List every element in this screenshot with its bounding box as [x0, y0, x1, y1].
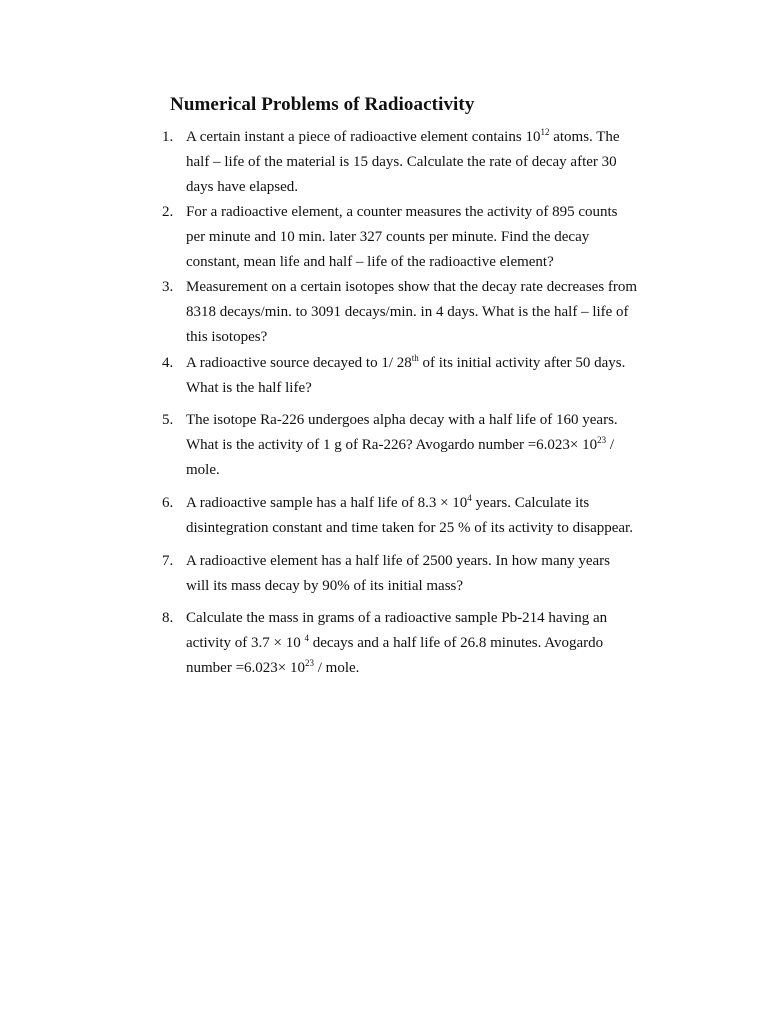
- problem-number: 2.: [162, 204, 174, 220]
- superscript: 12: [540, 127, 550, 137]
- line-text: activity of 3.7 × 10: [186, 635, 305, 651]
- problem-line: days have elapsed.: [186, 179, 299, 195]
- problem-line: [186, 656, 662, 681]
- line-text: number =6.023× 10: [186, 660, 305, 676]
- problem-line: Measurement on a certain isotopes show that the decay rate decreases from: [186, 279, 638, 295]
- problem-line: [186, 433, 662, 458]
- problem-line: Calculate the mass in grams of a radioactive sample Pb-214 having an: [186, 610, 608, 626]
- superscript: 4: [467, 493, 472, 503]
- problem-item: [162, 200, 662, 275]
- problem-text: [186, 200, 662, 275]
- line-text: of its initial activity after 50 days.: [418, 355, 626, 371]
- problem-line: disintegration constant and time taken for 25 % of its activity to disappear.: [186, 520, 633, 536]
- problem-number: 1.: [162, 129, 174, 145]
- problem-item: [162, 549, 662, 599]
- superscript: 4: [304, 633, 309, 643]
- problem-line: mole.: [186, 462, 220, 478]
- line-text: years. Calculate its: [471, 495, 590, 511]
- line-text: atoms. The: [549, 129, 620, 145]
- problem-line: What is the half life?: [186, 380, 312, 396]
- problem-item: [162, 275, 662, 350]
- line-text: A certain instant a piece of radioactive element contains 10: [186, 129, 541, 145]
- superscript: th: [411, 353, 419, 363]
- page-title: Numerical Problems of Radioactivity: [170, 94, 475, 115]
- problem-number: 3.: [162, 279, 174, 295]
- problem-number: 4.: [162, 355, 174, 371]
- line-text: What is the activity of 1 g of Ra-226? Avogardo number =6.023× 10: [186, 437, 598, 453]
- line-text: / mole.: [314, 660, 360, 676]
- problem-text: [186, 549, 662, 599]
- problem-number: 5.: [162, 412, 174, 428]
- problem-number: 8.: [162, 610, 174, 626]
- problem-line: 8318 decays/min. to 3091 decays/min. in 4 days. What is the half – life of: [186, 304, 629, 320]
- superscript: 23: [597, 435, 607, 445]
- problem-line: For a radioactive element, a counter measures the activity of 895 counts: [186, 204, 618, 220]
- problem-line: [186, 125, 662, 150]
- problem-number: 6.: [162, 495, 174, 511]
- problem-text: [186, 606, 662, 681]
- problem-item: [162, 351, 662, 401]
- line-text: decays and a half life of 26.8 minutes. Avogardo: [308, 635, 604, 651]
- problem-line: [186, 351, 662, 376]
- problem-line: A radioactive element has a half life of 2500 years. In how many years: [186, 553, 611, 569]
- problem-line: half – life of the material is 15 days. Calculate the rate of decay after 30: [186, 154, 617, 170]
- problem-line: The isotope Ra-226 undergoes alpha decay with a half life of 160 years.: [186, 412, 618, 428]
- problem-number: 7.: [162, 553, 174, 569]
- problem-line: constant, mean life and half – life of the radioactive element?: [186, 254, 554, 270]
- problem-text: [186, 351, 662, 401]
- problem-item: [162, 491, 662, 541]
- problem-text: [186, 491, 662, 541]
- problem-line: [186, 631, 662, 656]
- problem-text: [186, 408, 662, 483]
- line-text: A radioactive source decayed to 1/ 28: [186, 355, 412, 371]
- problem-item: [162, 125, 662, 200]
- line-text: /: [606, 437, 615, 453]
- problem-line: this isotopes?: [186, 329, 268, 345]
- problem-item: [162, 606, 662, 681]
- problem-line: will its mass decay by 90% of its initial mass?: [186, 578, 464, 594]
- line-text: A radioactive sample has a half life of 8.3 × 10: [186, 495, 468, 511]
- problem-item: [162, 408, 662, 483]
- problem-text: [186, 125, 662, 200]
- problem-text: [186, 275, 662, 350]
- problem-line: [186, 491, 662, 516]
- superscript: 23: [305, 658, 314, 668]
- problem-line: per minute and 10 min. later 327 counts per minute. Find the decay: [186, 229, 590, 245]
